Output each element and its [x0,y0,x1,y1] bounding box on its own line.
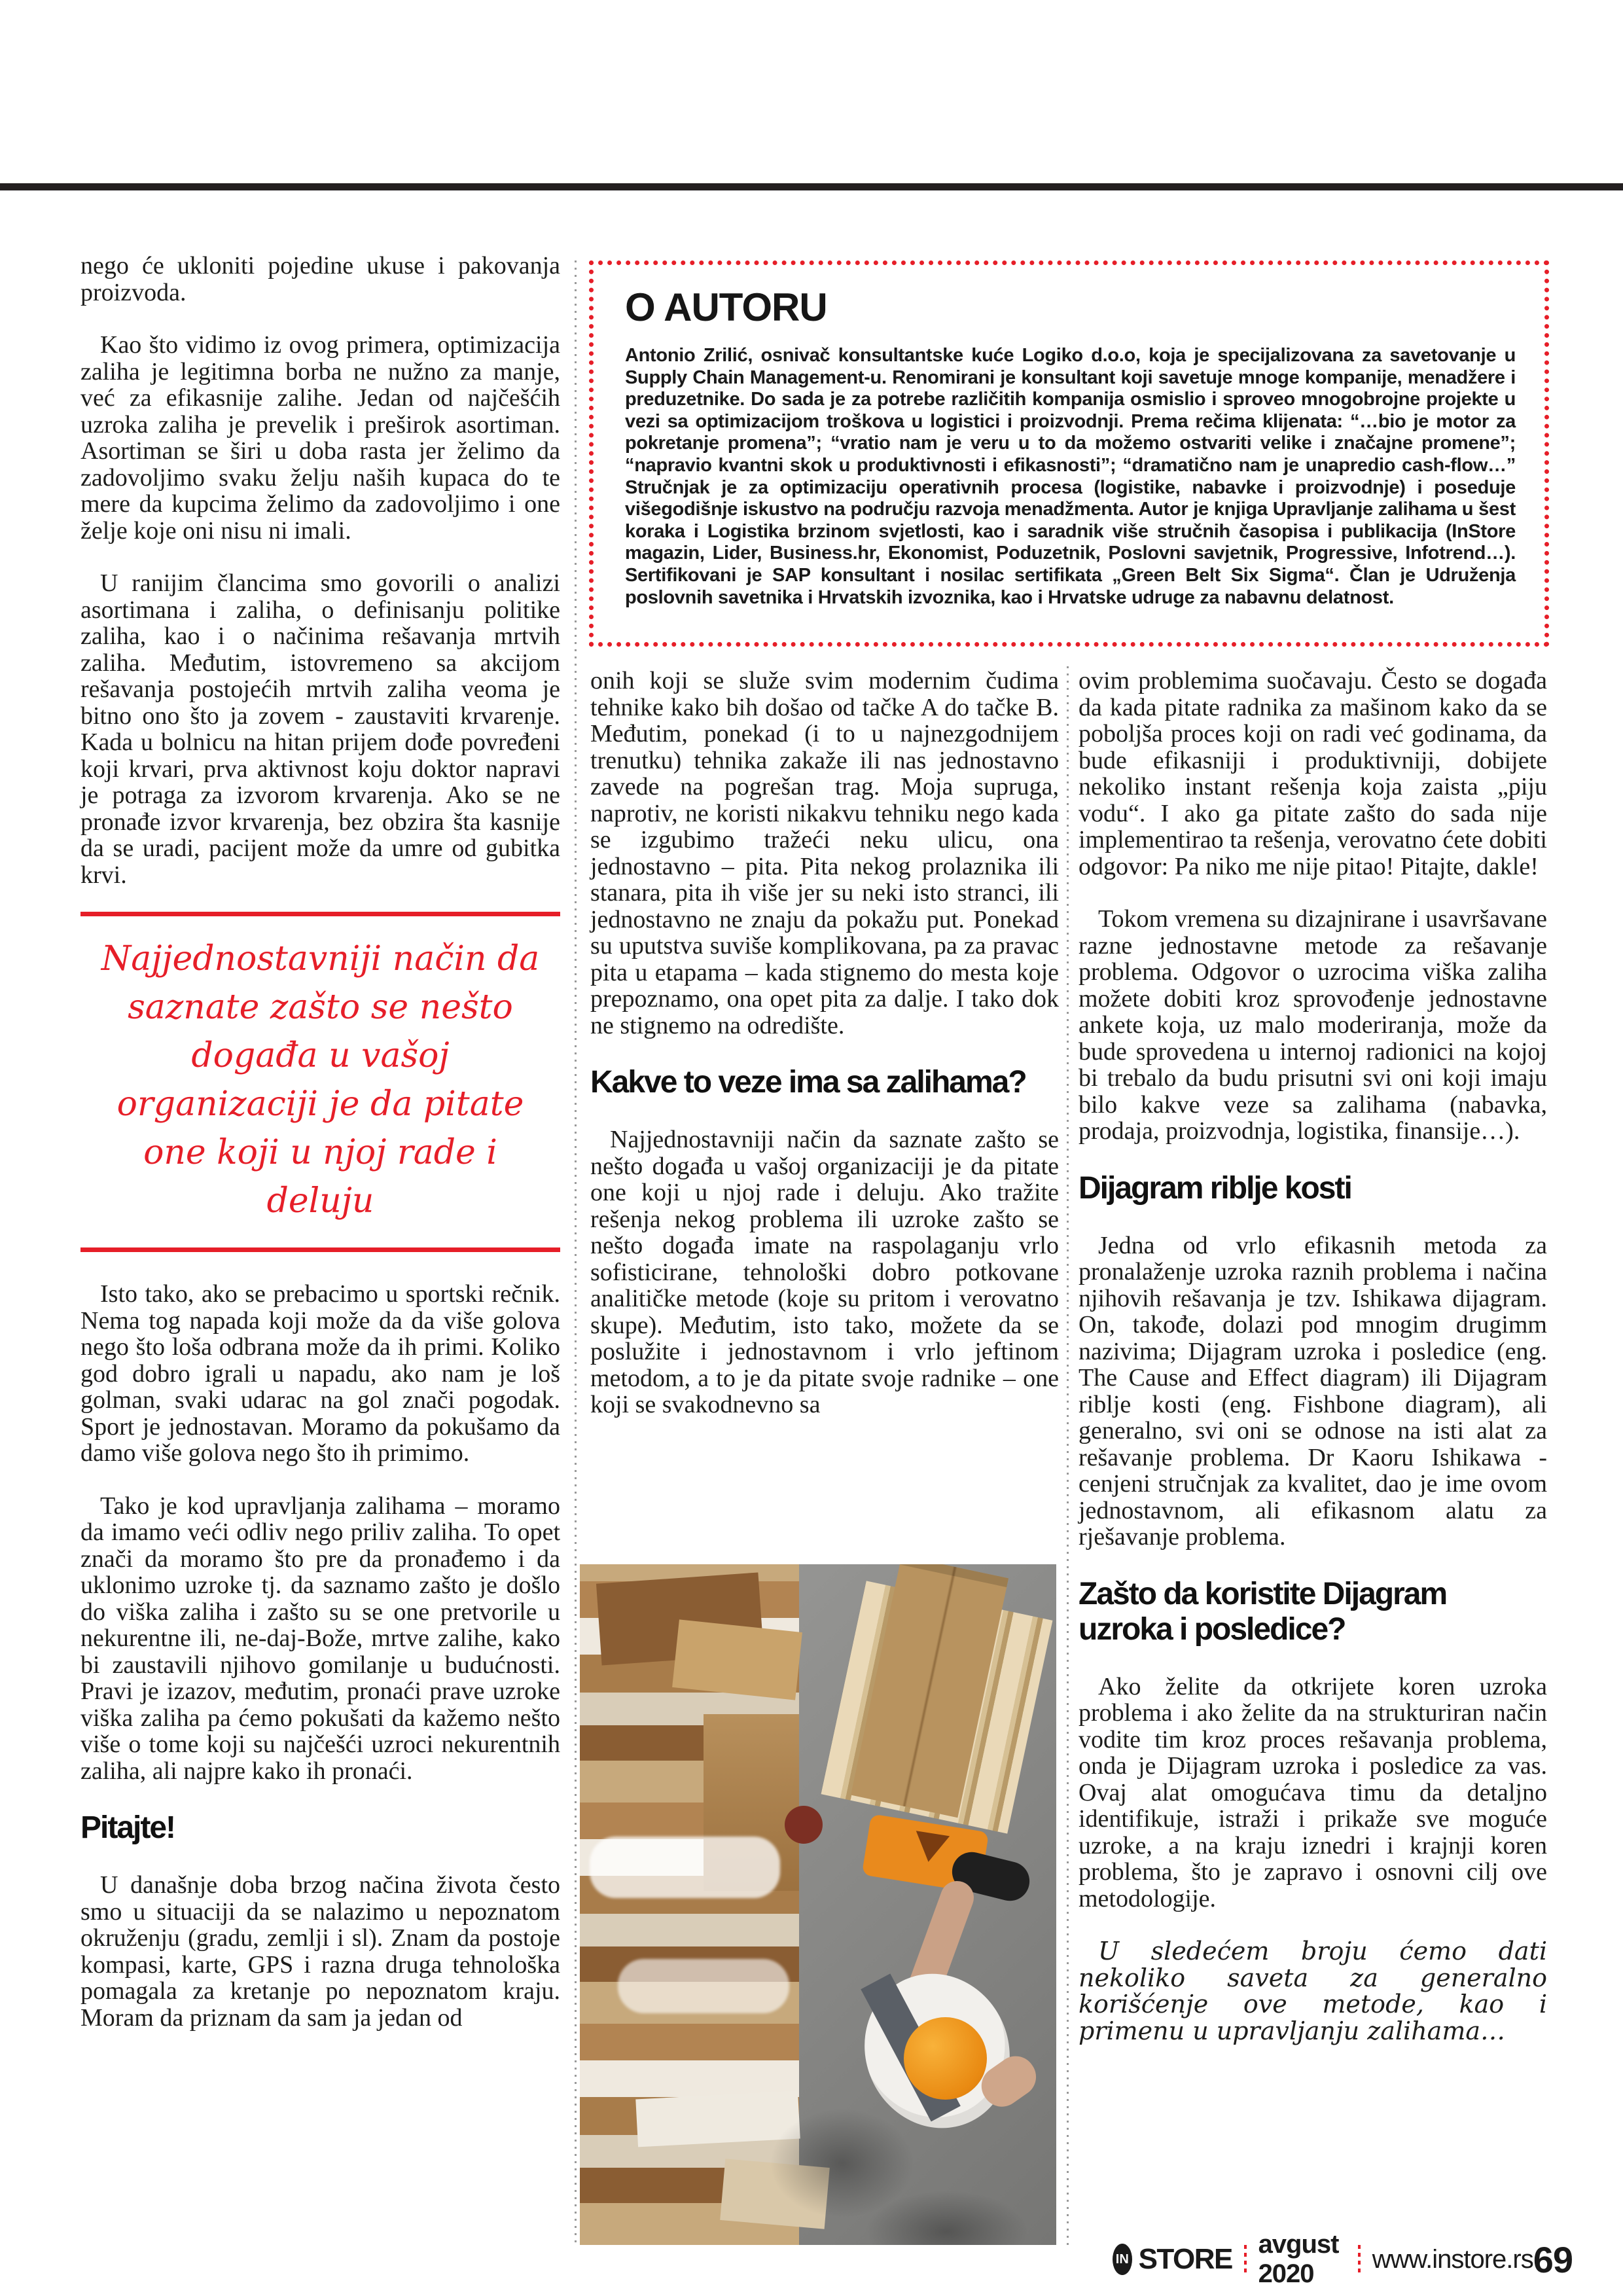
column-separator-right [1067,666,1069,2248]
article-paragraph: U današnje doba brzog načina života često smo u situaciji da se nalazimo u nepoznatom okruženju (gradu, zemlji i sl). Znam da postoje kompasi, karte, GPS i razna druga tehnološka pomagala za kretanje po nepoznatom kraju. Moram da priznam da sam ja jedan od [80,1871,560,2032]
footer-brand: STORE [1138,2243,1232,2275]
article-paragraph: U ranijim člancima smo govorili o analizi asortimana i zaliha, o definisanju politike zaliha, kao i o načinima rešavanja mrtvih zaliha. Međutim, istovremeno sa akcijom rešavanja postojećih mrtvih zaliha veoma je bitno ono što ja zovem - zaustaviti krvarenje. Kada u bolnicu na hitan prijem dođe povređeni koji krvari, prva aktivnost koju doktor napravi je potraga za izvorom krvarenja. Ako se ne pronađe izvor krvarenja, bez obzira šta kasnije da se uradi, pacijent može da umre od gubitka krvi. [80,569,560,889]
article-paragraph: Ako želite da otkrijete koren uzroka problema i ako želite da na strukturiran način vodite tim kroz proces rešavanja problema, onda je Dijagram uzroka i posledice za vas. Ovaj alat omogućava timu da detaljno identifikuje, istraži i prikaže sve moguće uzroke, a na kraju iznedri i krajnji koren problema, što je zapravo i osnovni cilj ove metodologije. [1079,1672,1547,1912]
article-paragraph: ovim problemima suočavaju. Često se događa da kada pitate radnika za mašinom kako da se poboljša proces koji on radi već godinama, da bude efikasniji i produktivniji, dobijete nekoliko instant rešenja koja zaista „piju vodu“. I ako ga pitate zašto do sada nije implementirao ta rešenja, verovatno ćete dobiti odgovor: Pa niko me nije pitao! Pitajte, dakle! [1079,667,1547,880]
article-paragraph: Tako je kod upravljanja zalihama – moramo da imamo veći odliv nego priliv zaliha. To opet znači da moramo što pre da pronađemo i da uklonimo uzroke tj. da saznamo zašto je došlo do viška zaliha i zašto su se one pretvorile u nekurentne ili, ne-daj-Bože, mrtve zalihe, kako bi zaustavili njihovo gomilanje u budućnosti. Pravi je izazov, međutim, pronaći prave uzroke viška zaliha pa ćemo pokušati da kažemo nešto više o tome koji su najčešći uzroci nekurentnih zaliha, ali najpre kako ih pronaći. [80,1492,560,1785]
article-paragraph: nego će ukloniti pojedine ukuse i pakovanja proizvoda. [80,252,560,306]
article-paragraph: Najjednostavniji način da saznate zašto se nešto događa u vašoj organizaciji je da pitate one koji u njoj rade i deluju. Ako tražite rešenja nekog problema ili uzroke zašto se nešto događa imate na raspolaganju vrlo sofisticirane, tehnološki dobro potkovane analitičke metode (koje su pritom i verovatno skupe). Međutim, isto tako, možete da se poslužite i jednostavnom i vrlo jeftinom metodom, a to je da pitate svoje radnike – one koji se svakodnevno sa [590,1126,1059,1418]
footer-page-number: 69 [1533,2238,1573,2280]
pull-quote-text: Najjednostavniji način da saznate zašto se nešto događa u vašoj organizaciji je da pitate one koji u njoj rade i deluju [101,939,540,1221]
section-heading-zasto: Zašto da koristite Dijagram uzroka i posledice? [1079,1576,1447,1647]
footer-dot-separator [1244,2245,1247,2274]
article-closing-note: U sledećem broju ćemo dati nekoliko saveta za generalno korišćenje ove metode, kao i primenu u upravljanju zalihama… [1079,1937,1547,2045]
footer-issue: avgust 2020 [1258,2230,1339,2288]
warehouse-photo [580,1564,1056,2245]
instore-logo-letters: IN [1115,2251,1129,2267]
pull-quote [80,912,560,1252]
section-heading-zalihe: Kakve to veze ima sa zalihama? [590,1065,1026,1100]
middle-column [590,668,1059,1444]
column-separator-left [575,260,577,2248]
footer-website: www.instore.rs [1372,2244,1533,2274]
section-heading-pitajte: Pitajte! [80,1810,175,1845]
left-column [80,253,560,2057]
page-footer [1113,2230,1573,2288]
article-paragraph: Jedna od vrlo efikasnih metoda za pronalaženje uzroka raznih problema i načina njihovih rešavanja je tzv. Ishikawa dijagram. On, takođe, dolazi pod mnogim drugimm nazivima; Dijagram uzroka i posledice (eng. The Cause and Effect diagram) ili Dijagram riblje kosti (eng. Fishbone diagram), ali generalno, svi oni se odnose na isti alat za rešavanje problema. Dr Kaoru Ishikawa - cenjeni stručnjak za kvalitet, dao je ime ovom jednostavnom, ali efikasnom alatu za rješavanje problema. [1079,1231,1547,1551]
orange-hard-hat [904,2017,987,2100]
author-box-title: O AUTORU [625,285,827,329]
article-paragraph: Tokom vremena su dizajnirane i usavršavane razne jednostavne metode za rešavanje problema. Odgovor o uzrocima viška zaliha možete dobiti kroz sprovođenje jednostavne ankete koja, uz malo moderiranja, može da bude sprovedena u internoj radionici na kojoj bi trebalo da budu prisutni svi oni koji imaju bilo kakve veze sa zalihama (nabavka, prodaja, proizvodnja, logistika, finansije…). [1079,905,1547,1145]
author-box [589,260,1549,647]
instore-logo-icon [1113,2244,1132,2275]
right-column [1079,668,1547,2070]
article-paragraph: Kao što vidimo iz ovog primera, optimizacija zaliha je legitimna borba ne nužno za manje, već za efikasnije zalihe. Jedan od najčešćih uzroka zaliha je prevelik i preširok asortiman. Asortiman se širi u doba rasta jer želimo da zadovoljimo svaku želju naših kupaca do te mere da kupcima želimo da zadovoljimo i one želje koje oni nisu ni imali. [80,331,560,545]
author-box-body: Antonio Zrilić, osnivač konsultantske kuće Logiko d.o.o, koja je specijalizovana za savetovanje u Supply Chain Management-u. Renomirani je konsultant koji savetuje mnoge kompanije, menadžere i preduzetnike. Do sada je za potrebe različitih kompanija osmislio i sproveo mnogobrojne projekte u vezi sa optimizacijom troškova u logistici i proizvodnji. Prema rečima klijenata: “…bio je motor za pokretanje promena”; “vratio nam je veru u to da možemo ostvariti velike i značajne promene”; “napravio kvantni skok u produktivnosti i efikasnosti”; “dramatično nam je unapredio cash-flow…” Stručnjak je za optimizaciju operativnih procesa (logistike, nabavke i proizvodnje) i poseduje višegodišnje iskustvo na području razvoja menadžmenta. Autor je knjiga Upravljanje zalihama u šest koraka i Logistika brzinom svjetlosti, kao i saradnik više stručnih časopisa i publikacija (InStore magazin, Lider, Business.hr, Ekonomist, Poduzetnik, Poslovni savjetnik, Progressive, Infotrend…). Sertifikovani je SAP konsultant i nosilac sertifikata „Green Belt Six Sigma“. Član je Udruženja poslovnih savetnika i Hrvatskih izvoznika, kao i Hrvatske udruge za nabavnu delatnost. [625,345,1516,608]
article-paragraph: onih koji se služe svim modernim čudima tehnike kako bih došao od tačke A do tačke B. Međutim, ponekad (i to u najnezgodnijem trenutku) tehnika zakaže ili nas jednostavno zavede na pogrešan trag. Moja supruga, naprotiv, ne koristi nikakvu tehniku nego kada se izgubimo tražeći neku ulicu, ona jednostavno – pita. Pita nekog prolaznika ili stanara, pita ih više jer su neki isto stranci, ili jednostavno ne znaju da pokažu put. Ponekad su uputstva suviše komplikovana, pa za pravac pita u etapama – kada stignemo do mesta koje prepoznamo, ona opet pita za dalje. I tako dok ne stignemo na odredište. [590,667,1059,1039]
article-paragraph: Isto tako, ako se prebacimo u sportski rečnik. Nema tog napada koji može da da više golova nego što loša odbrana može da ih primi. Koliko god dobro igrali u napadu, ako nam je loš golman, svaki udarac na gol znači pogodak. Sport je jednostavan. Moramo da pokušamo da damo više golova nego što ih primimo. [80,1280,560,1467]
footer-dot-separator [1358,2245,1361,2274]
top-rule [0,183,1623,190]
section-heading-dijagram: Dijagram riblje kosti [1079,1170,1351,1206]
